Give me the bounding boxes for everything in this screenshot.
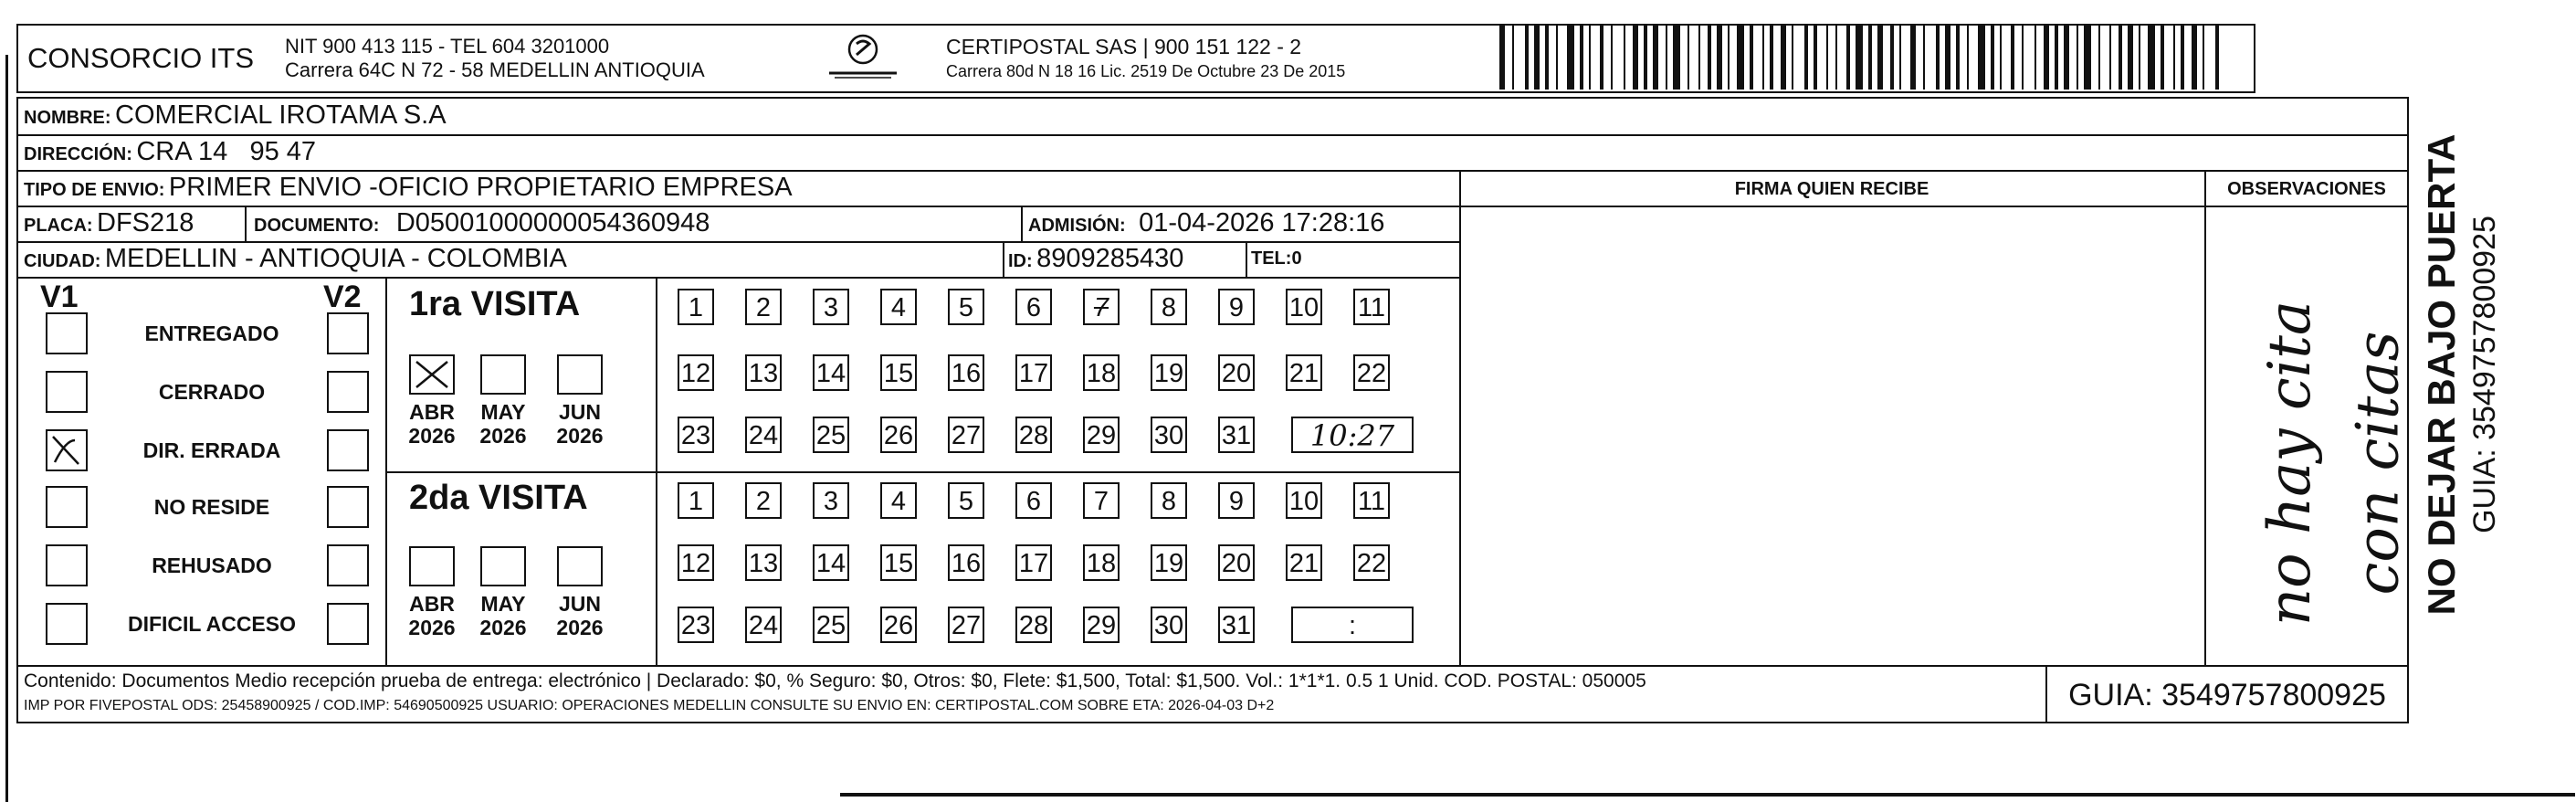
barcode-bar	[1512, 26, 1514, 90]
barcode-bar	[1633, 26, 1638, 90]
carrier-name: CERTIPOSTAL SAS | 900 151 122 - 2	[946, 35, 1302, 58]
barcode-bar	[2128, 26, 2133, 90]
barcode-bar	[1868, 26, 1872, 90]
status-option-label: DIR. ERRADA	[142, 438, 281, 462]
ciudad-value: MEDELLIN - ANTIOQUIA - COLOMBIA	[104, 244, 567, 273]
barcode-bar	[1846, 26, 1850, 90]
month-year: 2026	[408, 616, 456, 639]
placa-row	[24, 208, 194, 238]
row-line	[16, 206, 2409, 207]
status-option-label: CERRADO	[158, 380, 266, 404]
day-box[interactable]: 31	[1218, 607, 1255, 643]
barcode-bar	[1967, 26, 1969, 90]
day-box[interactable]: 19	[1151, 544, 1187, 581]
tipo-value: PRIMER ENVIO -OFICIO PROPIETARIO EMPRESA	[168, 173, 793, 202]
direccion-value: CRA 14 95 47	[136, 137, 317, 166]
row-line	[16, 170, 2409, 172]
barcode-bar	[2064, 26, 2069, 90]
month-label: JUN	[558, 400, 601, 424]
barcode-bar	[1750, 26, 1753, 90]
day-box[interactable]: 21	[1286, 354, 1322, 391]
day-box[interactable]: 17	[1015, 354, 1052, 391]
barcode-bar	[1728, 26, 1730, 90]
barcode-bar	[1899, 26, 1901, 90]
barcode-bar	[1762, 26, 1764, 90]
barcode-bar	[1698, 26, 1700, 90]
day-box[interactable]: 12	[678, 544, 714, 581]
month-year: 2026	[556, 424, 604, 448]
barcode-bar	[1556, 26, 1558, 90]
barcode-bar	[1956, 26, 1960, 90]
barcode-bar	[2215, 26, 2219, 90]
first-visit-label: 1ra VISITA	[409, 285, 581, 323]
col-line	[2204, 170, 2206, 665]
month-label: MAY	[480, 400, 526, 424]
tel-row	[1251, 248, 1302, 269]
day-box[interactable]: 5	[948, 289, 984, 325]
day-box[interactable]: 17	[1015, 544, 1052, 581]
barcode-bar	[1835, 26, 1837, 90]
day-box[interactable]: 28	[1015, 417, 1052, 453]
barcode-bar	[1534, 26, 1540, 90]
barcode-bar	[1781, 26, 1786, 90]
barcode-bar	[1877, 26, 1883, 90]
day-box[interactable]: 30	[1151, 607, 1187, 643]
certipostal-logo	[822, 31, 904, 82]
second-visit-label: 2da VISITA	[409, 479, 588, 517]
barcode-bar	[2119, 26, 2122, 90]
day-box[interactable]: 30	[1151, 417, 1187, 453]
day-box[interactable]: 14	[813, 544, 849, 581]
month-checkbox[interactable]	[480, 546, 526, 586]
tel-value: 0	[1291, 248, 1302, 269]
company-name: CONSORCIO ITS	[27, 42, 255, 74]
v2-checkbox[interactable]	[327, 544, 369, 586]
day-box[interactable]: 8	[1151, 482, 1187, 519]
footer-guia: GUIA: 3549757800925	[2068, 678, 2386, 712]
barcode-bar	[1653, 26, 1658, 90]
tipo-label: TIPO DE ENVIO:	[24, 180, 165, 200]
barcode-bar	[1611, 26, 1613, 90]
barcode-bar	[2181, 26, 2184, 90]
id-label: ID:	[1008, 251, 1033, 271]
documento-label: DOCUMENTO:	[254, 216, 380, 236]
company-address: Carrera 64C N 72 - 58 MEDELLIN ANTIOQUIA	[285, 58, 705, 81]
barcode-bar	[2203, 26, 2204, 90]
no-dejar-bajo-puerta: NO DEJAR BAJO PUERTA	[2420, 133, 2463, 616]
day-box[interactable]: 26	[880, 417, 917, 453]
v2-checkbox[interactable]	[327, 312, 369, 354]
day-box[interactable]: 2	[745, 482, 782, 519]
row-line	[16, 241, 1459, 243]
day-box[interactable]: 31	[1218, 417, 1255, 453]
carrier-address: Carrera 80d N 18 16 Lic. 2519 De Octubre 23 De 2015	[946, 62, 1346, 80]
month-checkbox[interactable]	[409, 546, 455, 586]
barcode-bar	[1545, 26, 1549, 90]
barcode-bar	[1826, 26, 1828, 90]
day-box[interactable]: 23	[678, 607, 714, 643]
barcode-bar	[1910, 26, 1916, 90]
day-box[interactable]: 5	[948, 482, 984, 519]
admision-label: ADMISIÓN:	[1028, 216, 1126, 236]
barcode-bar	[1792, 26, 1793, 90]
barcode-bar	[1923, 26, 1925, 90]
month-label: ABR	[409, 592, 455, 616]
barcode-bar	[1978, 26, 1985, 90]
barcode-bar	[2161, 26, 2164, 90]
day-box[interactable]: 3	[813, 482, 849, 519]
v2-checkbox[interactable]	[327, 429, 369, 471]
month-checkbox[interactable]	[557, 546, 603, 586]
day-box[interactable]: 27	[948, 607, 984, 643]
day-box[interactable]: 13	[745, 354, 782, 391]
day-box[interactable]: 9	[1218, 289, 1255, 325]
row-line	[16, 665, 2409, 667]
day-box[interactable]: 1	[678, 482, 714, 519]
v1-checkbox[interactable]	[46, 603, 88, 645]
barcode-bar	[1499, 26, 1505, 90]
barcode-bar	[1567, 26, 1574, 90]
day-box[interactable]: 12	[678, 354, 714, 391]
day-box[interactable]: 3	[813, 289, 849, 325]
barcode-bar	[1890, 26, 1894, 90]
v1-checkbox[interactable]	[46, 312, 88, 354]
barcode-bar	[1624, 26, 1625, 90]
time-box[interactable]: :	[1291, 607, 1414, 643]
tipo-row	[24, 173, 793, 203]
barcode-bar	[1688, 26, 1689, 90]
barcode-bar	[2035, 26, 2036, 90]
barcode-bar	[1589, 26, 1591, 90]
col-line	[1246, 241, 1247, 277]
month-year: 2026	[479, 424, 527, 448]
v2-checkbox[interactable]	[327, 486, 369, 528]
direccion-row	[24, 137, 316, 167]
day-box[interactable]: 19	[1151, 354, 1187, 391]
barcode-bar	[1666, 26, 1667, 90]
id-value: 8909285430	[1036, 244, 1184, 273]
barcode-bar	[2098, 26, 2100, 90]
day-box[interactable]: 10	[1286, 289, 1322, 325]
status-option-label: NO RESIDE	[153, 495, 270, 519]
ciudad-label: CIUDAD:	[24, 251, 101, 271]
observaciones-handwriting-2: con citas	[2344, 331, 2413, 596]
barcode-bar	[2055, 26, 2058, 90]
month-year: 2026	[556, 616, 604, 639]
day-box[interactable]: 6	[1015, 482, 1052, 519]
barcode-bar	[1936, 26, 1940, 90]
footer-line-1: Contenido: Documentos Medio recepción prueba de entrega: electrónico | Declarado: $0, % Seguro: $0, Otros: $0, Flete: $1,500, Total: $1,500. Vol.: 1*1*1. 0.5 1 Unid. COD. POSTAL: 050005	[24, 670, 1646, 691]
barcode-bar	[2148, 26, 2155, 90]
ciudad-row	[24, 244, 567, 274]
barcode-bar	[2044, 26, 2049, 90]
day-box[interactable]: 22	[1353, 544, 1390, 581]
barcode-bar	[2000, 26, 2002, 90]
barcode-bar	[1804, 26, 1808, 90]
day-box[interactable]: 11	[1353, 289, 1390, 325]
v1-checkbox[interactable]	[46, 429, 88, 471]
documento-row	[254, 208, 710, 238]
nombre-value: COMERCIAL IROTAMA S.A	[115, 100, 447, 130]
admision-value: 01-04-2026 17:28:16	[1139, 208, 1385, 237]
barcode-bar	[1600, 26, 1603, 90]
day-box[interactable]: 16	[948, 544, 984, 581]
v2-label: V2	[323, 280, 362, 314]
month-year: 2026	[479, 616, 527, 639]
col-line	[245, 206, 247, 241]
direccion-label: DIRECCIÓN:	[24, 144, 132, 164]
nombre-row	[24, 100, 447, 131]
status-option-label: REHUSADO	[152, 554, 272, 577]
company-nit: NIT 900 413 115 - TEL 604 3201000	[285, 35, 610, 58]
barcode-bar	[2084, 26, 2091, 90]
barcode-bar	[1717, 26, 1722, 90]
barcode-bar	[1945, 26, 1950, 90]
firma-label: FIRMA QUIEN RECIBE	[1734, 179, 1929, 199]
v1-checkbox[interactable]	[46, 544, 88, 586]
day-box[interactable]: 2	[745, 289, 782, 325]
barcode-bar	[2192, 26, 2197, 90]
day-box[interactable]: 4	[880, 289, 917, 325]
month-year: 2026	[408, 424, 456, 448]
v1-checkbox[interactable]	[46, 371, 88, 413]
month-label: MAY	[480, 592, 526, 616]
barcode-bar	[1991, 26, 1994, 90]
day-box[interactable]: 15	[880, 354, 917, 391]
day-box[interactable]: 25	[813, 607, 849, 643]
bottom-edge-line	[840, 793, 2575, 797]
v1-checkbox[interactable]	[46, 486, 88, 528]
time-box[interactable]: 10:27	[1291, 417, 1414, 453]
row-line	[16, 134, 2409, 136]
day-box[interactable]: 9	[1218, 482, 1255, 519]
barcode-bar	[2173, 26, 2175, 90]
day-box[interactable]: 6	[1015, 289, 1052, 325]
day-box[interactable]: 28	[1015, 607, 1052, 643]
barcode-bar	[1644, 26, 1647, 90]
day-box[interactable]: 11	[1353, 482, 1390, 519]
barcode-bar	[1737, 26, 1744, 90]
barcode-bar	[1770, 26, 1773, 90]
status-option-label: DIFICIL ACCESO	[127, 612, 296, 636]
barcode-bar	[2109, 26, 2111, 90]
side-guia: GUIA: 3549757800925	[2467, 216, 2502, 533]
day-box[interactable]: 16	[948, 354, 984, 391]
day-box[interactable]: 27	[948, 417, 984, 453]
day-box[interactable]: 8	[1151, 289, 1187, 325]
day-box[interactable]: 7	[1083, 482, 1120, 519]
day-box[interactable]: 10	[1286, 482, 1322, 519]
day-box[interactable]: 22	[1353, 354, 1390, 391]
day-box[interactable]: 14	[813, 354, 849, 391]
day-box[interactable]: 20	[1218, 544, 1255, 581]
day-box[interactable]: 24	[745, 607, 782, 643]
day-box[interactable]: 25	[813, 417, 849, 453]
month-checkbox[interactable]	[409, 354, 455, 395]
month-label: ABR	[409, 400, 455, 424]
day-box[interactable]: 21	[1286, 544, 1322, 581]
barcode-bar	[1525, 26, 1529, 90]
day-box[interactable]: 1	[678, 289, 714, 325]
documento-value: D05001000000054360948	[395, 208, 710, 237]
barcode	[1498, 26, 2228, 90]
admision-row	[1028, 208, 1384, 238]
col-line	[1003, 241, 1004, 277]
barcode-bar	[1814, 26, 1817, 90]
barcode-bar	[1580, 26, 1583, 90]
month-checkbox[interactable]	[557, 354, 603, 395]
v2-checkbox[interactable]	[327, 371, 369, 413]
status-option-label: ENTREGADO	[144, 322, 279, 345]
v1-label: V1	[40, 280, 79, 314]
day-box[interactable]: 29	[1083, 607, 1120, 643]
barcode-bar	[1673, 26, 1680, 90]
day-box[interactable]: 29	[1083, 417, 1120, 453]
barcode-bar	[2077, 26, 2078, 90]
day-box[interactable]: 20	[1218, 354, 1255, 391]
id-row	[1008, 244, 1183, 274]
barcode-bar	[1856, 26, 1863, 90]
nombre-label: NOMBRE:	[24, 108, 111, 128]
observaciones-handwriting-1: no hay cita	[2256, 300, 2325, 627]
day-box[interactable]: 18	[1083, 544, 1120, 581]
day-box[interactable]: 23	[678, 417, 714, 453]
left-edge-line	[5, 55, 8, 802]
barcode-bar	[2139, 26, 2140, 90]
month-label: JUN	[558, 592, 601, 616]
barcode-bar	[1708, 26, 1711, 90]
day-box[interactable]: 4	[880, 482, 917, 519]
barcode-bar	[2022, 26, 2024, 90]
row-line	[16, 277, 1459, 279]
barcode-bar	[2011, 26, 2014, 90]
row-line	[385, 471, 1459, 473]
day-box[interactable]: 7	[1083, 289, 1120, 325]
col-line	[1021, 206, 1023, 241]
placa-label: PLACA:	[24, 216, 93, 236]
tel-label: TEL:	[1251, 248, 1292, 269]
day-box[interactable]: 18	[1083, 354, 1120, 391]
month-checkbox[interactable]	[480, 354, 526, 395]
day-box[interactable]: 13	[745, 544, 782, 581]
observaciones-label: OBSERVACIONES	[2227, 179, 2386, 199]
day-box[interactable]: 26	[880, 607, 917, 643]
footer-line-2: IMP POR FIVEPOSTAL ODS: 25458900925 / COD.IMP: 54690500925 USUARIO: OPERACIONES MEDELLIN CONSULTE SU ENVIO EN: CERTIPOSTAL.COM SOBRE ETA: 2026-04-03 D+2	[24, 698, 1275, 713]
day-box[interactable]: 15	[880, 544, 917, 581]
col-line	[1459, 170, 1461, 665]
placa-value: DFS218	[97, 208, 195, 237]
day-box[interactable]: 24	[745, 417, 782, 453]
v2-checkbox[interactable]	[327, 603, 369, 645]
